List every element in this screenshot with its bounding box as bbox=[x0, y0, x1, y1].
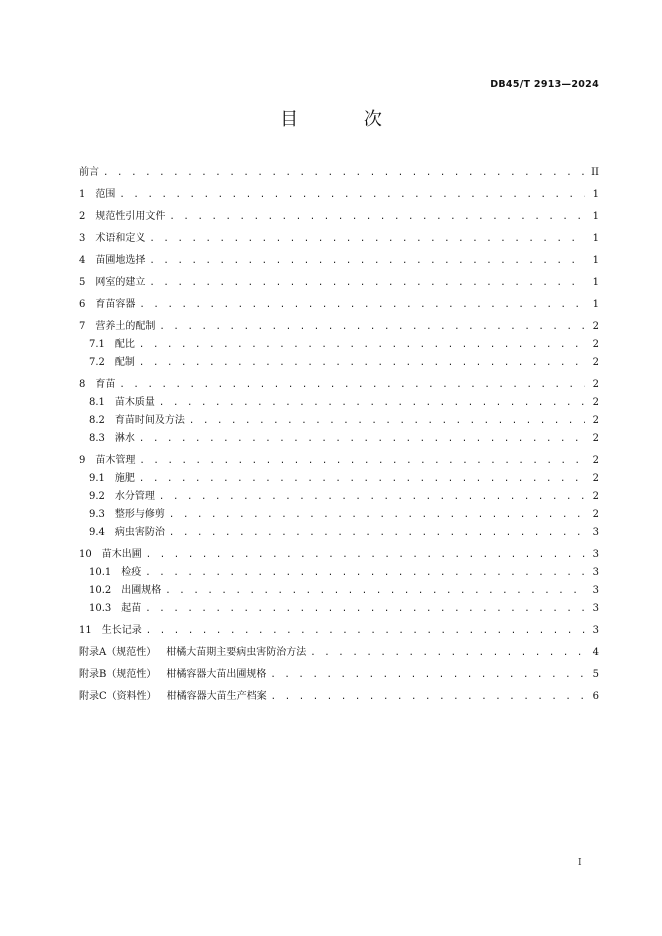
toc-dot-leader bbox=[149, 230, 585, 248]
toc-entry[interactable] bbox=[79, 274, 599, 292]
toc-entry-title: 育苗时间及方法 bbox=[114, 415, 185, 426]
toc-entry[interactable] bbox=[79, 230, 599, 248]
toc-entry-number: 6 bbox=[79, 299, 86, 310]
toc-entry-number: 9.3 bbox=[89, 509, 105, 520]
toc-entry-number: 8.1 bbox=[89, 397, 105, 408]
toc-entry-title: 生长记录 bbox=[101, 625, 142, 636]
toc-entry-title: 规范性引用文件 bbox=[95, 211, 166, 222]
toc-entry-page: 2 bbox=[592, 357, 599, 368]
toc-dot-leader bbox=[169, 506, 585, 524]
toc-entry-page: 1 bbox=[592, 299, 599, 310]
table-of-contents bbox=[79, 164, 599, 706]
toc-entry-title: 网室的建立 bbox=[95, 277, 146, 288]
toc-entry-title: 淋水 bbox=[114, 433, 135, 444]
toc-entry-number: 3 bbox=[79, 233, 86, 244]
toc-entry-number: 10 bbox=[79, 549, 92, 560]
toc-entry[interactable] bbox=[79, 208, 599, 226]
toc-entry-title: 施肥 bbox=[114, 473, 135, 484]
toc-entry-number: 5 bbox=[79, 277, 86, 288]
toc-entry-number: 10.1 bbox=[89, 567, 112, 578]
toc-entry-title: 整形与修剪 bbox=[114, 509, 165, 520]
toc-entry-page: 2 bbox=[592, 491, 599, 502]
toc-dot-leader bbox=[146, 546, 585, 564]
toc-entry-number: 2 bbox=[79, 211, 86, 222]
toc-entry-page: 2 bbox=[592, 321, 599, 332]
toc-entry-title: 水分管理 bbox=[114, 491, 155, 502]
toc-entry-number: 附录C（资料性） bbox=[79, 691, 157, 702]
toc-dot-leader bbox=[139, 430, 585, 448]
toc-entry-page: 3 bbox=[592, 625, 599, 636]
toc-entry-title: 起苗 bbox=[121, 603, 142, 614]
toc-dot-leader bbox=[189, 412, 585, 430]
toc-entry[interactable] bbox=[79, 546, 599, 564]
toc-entry[interactable] bbox=[79, 252, 599, 270]
toc-entry-number: 9 bbox=[79, 455, 86, 466]
document-code: DB45/T 2913—2024 bbox=[490, 79, 599, 90]
toc-entry[interactable] bbox=[79, 186, 599, 204]
toc-dot-leader bbox=[270, 666, 585, 684]
toc-dot-leader bbox=[149, 274, 585, 292]
toc-dot-leader bbox=[139, 452, 585, 470]
toc-entry-page: 3 bbox=[592, 603, 599, 614]
toc-dot-leader bbox=[159, 488, 585, 506]
toc-entry-page: 3 bbox=[592, 549, 599, 560]
toc-entry-title: 病虫害防治 bbox=[114, 527, 165, 538]
toc-entry-page: 2 bbox=[592, 473, 599, 484]
toc-entry-title: 检疫 bbox=[121, 567, 142, 578]
toc-entry-page: 2 bbox=[592, 339, 599, 350]
toc-entry-page: 6 bbox=[592, 691, 599, 702]
toc-entry[interactable] bbox=[79, 376, 599, 394]
toc-entry[interactable] bbox=[79, 164, 599, 182]
toc-entry-title: 范围 bbox=[95, 189, 116, 200]
toc-entry-page: 2 bbox=[592, 455, 599, 466]
toc-entry-number: 10.2 bbox=[89, 585, 112, 596]
toc-entry-number: 9.1 bbox=[89, 473, 105, 484]
toc-entry-number: 8.3 bbox=[89, 433, 105, 444]
toc-entry[interactable] bbox=[79, 666, 599, 684]
toc-subentry[interactable] bbox=[79, 564, 599, 582]
toc-entry[interactable] bbox=[79, 622, 599, 640]
page-number: I bbox=[578, 858, 582, 868]
toc-subentry[interactable] bbox=[79, 506, 599, 524]
toc-entry-title: 柑橘大苗期主要病虫害防治方法 bbox=[166, 647, 307, 658]
toc-entry-number: 8 bbox=[79, 379, 86, 390]
toc-entry-page: 1 bbox=[592, 277, 599, 288]
toc-entry-title: 术语和定义 bbox=[95, 233, 146, 244]
toc-entry-page: 2 bbox=[592, 397, 599, 408]
toc-entry[interactable] bbox=[79, 688, 599, 706]
toc-dot-leader bbox=[119, 376, 585, 394]
toc-entry-title: 苗圃地选择 bbox=[95, 255, 146, 266]
toc-dot-leader bbox=[159, 394, 585, 412]
toc-subentry[interactable] bbox=[79, 600, 599, 618]
toc-entry-page: 1 bbox=[592, 211, 599, 222]
toc-entry-number: 1 bbox=[79, 189, 86, 200]
toc-subentry[interactable] bbox=[79, 488, 599, 506]
toc-entry-title: 苗木管理 bbox=[95, 455, 136, 466]
toc-entry-number: 8.2 bbox=[89, 415, 105, 426]
toc-entry-number: 附录B（规范性） bbox=[79, 669, 157, 680]
toc-entry-number: 7 bbox=[79, 321, 86, 332]
toc-subentry[interactable] bbox=[79, 412, 599, 430]
toc-dot-leader bbox=[165, 582, 585, 600]
toc-entry-title: 出圃规格 bbox=[121, 585, 162, 596]
toc-subentry[interactable] bbox=[79, 336, 599, 354]
toc-entry-page: 1 bbox=[592, 233, 599, 244]
toc-entry-title: 育苗容器 bbox=[95, 299, 136, 310]
toc-entry-title: 柑橘容器大苗生产档案 bbox=[166, 691, 267, 702]
toc-dot-leader bbox=[169, 524, 585, 542]
toc-subentry[interactable] bbox=[79, 430, 599, 448]
toc-dot-leader bbox=[145, 564, 585, 582]
toc-entry-page: II bbox=[591, 167, 599, 178]
toc-entry-number: 4 bbox=[79, 255, 86, 266]
toc-entry-page: 5 bbox=[592, 669, 599, 680]
toc-entry-page: 1 bbox=[592, 189, 599, 200]
toc-entry[interactable] bbox=[79, 644, 599, 662]
toc-dot-leader bbox=[145, 600, 585, 618]
toc-entry-title: 配比 bbox=[114, 339, 135, 350]
toc-entry-title: 营养土的配制 bbox=[95, 321, 156, 332]
toc-entry-number: 9.4 bbox=[89, 527, 105, 538]
toc-dot-leader bbox=[119, 186, 585, 204]
toc-dot-leader bbox=[271, 688, 585, 706]
toc-entry-title: 育苗 bbox=[95, 379, 116, 390]
toc-dot-leader bbox=[169, 208, 585, 226]
toc-entry-title: 配制 bbox=[114, 357, 135, 368]
toc-entry[interactable] bbox=[79, 296, 599, 314]
toc-entry-page: 4 bbox=[592, 647, 599, 658]
toc-subentry[interactable] bbox=[79, 470, 599, 488]
toc-entry-title: 苗木出圃 bbox=[101, 549, 142, 560]
toc-entry-title: 苗木质量 bbox=[114, 397, 155, 408]
toc-entry-number: 7.2 bbox=[89, 357, 105, 368]
toc-entry-page: 2 bbox=[592, 379, 599, 390]
toc-entry-page: 3 bbox=[592, 527, 599, 538]
toc-entry-page: 2 bbox=[592, 415, 599, 426]
toc-entry-page: 3 bbox=[592, 585, 599, 596]
toc-subentry[interactable] bbox=[79, 354, 599, 372]
toc-dot-leader bbox=[149, 252, 585, 270]
toc-entry-title: 前言 bbox=[79, 167, 99, 178]
toc-entry[interactable] bbox=[79, 452, 599, 470]
toc-entry-page: 1 bbox=[592, 255, 599, 266]
toc-dot-leader bbox=[103, 164, 585, 182]
toc-subentry[interactable] bbox=[79, 394, 599, 412]
toc-entry-number: 9.2 bbox=[89, 491, 105, 502]
toc-dot-leader bbox=[310, 644, 585, 662]
toc-dot-leader bbox=[146, 622, 585, 640]
toc-dot-leader bbox=[139, 470, 585, 488]
toc-entry-number: 11 bbox=[79, 625, 92, 636]
toc-entry-page: 3 bbox=[592, 567, 599, 578]
toc-dot-leader bbox=[139, 296, 585, 314]
toc-entry[interactable] bbox=[79, 318, 599, 336]
toc-entry-page: 2 bbox=[592, 509, 599, 520]
toc-entry-number: 10.3 bbox=[89, 603, 112, 614]
toc-title: 目 次 bbox=[280, 109, 412, 130]
toc-subentry[interactable] bbox=[79, 582, 599, 600]
toc-entry-page: 2 bbox=[592, 433, 599, 444]
toc-subentry[interactable] bbox=[79, 524, 599, 542]
toc-entry-title: 柑橘容器大苗出圃规格 bbox=[166, 669, 267, 680]
toc-dot-leader bbox=[139, 336, 585, 354]
toc-entry-number: 附录A（规范性） bbox=[79, 647, 157, 658]
toc-dot-leader bbox=[159, 318, 585, 336]
toc-dot-leader bbox=[139, 354, 585, 372]
toc-entry-number: 7.1 bbox=[89, 339, 105, 350]
